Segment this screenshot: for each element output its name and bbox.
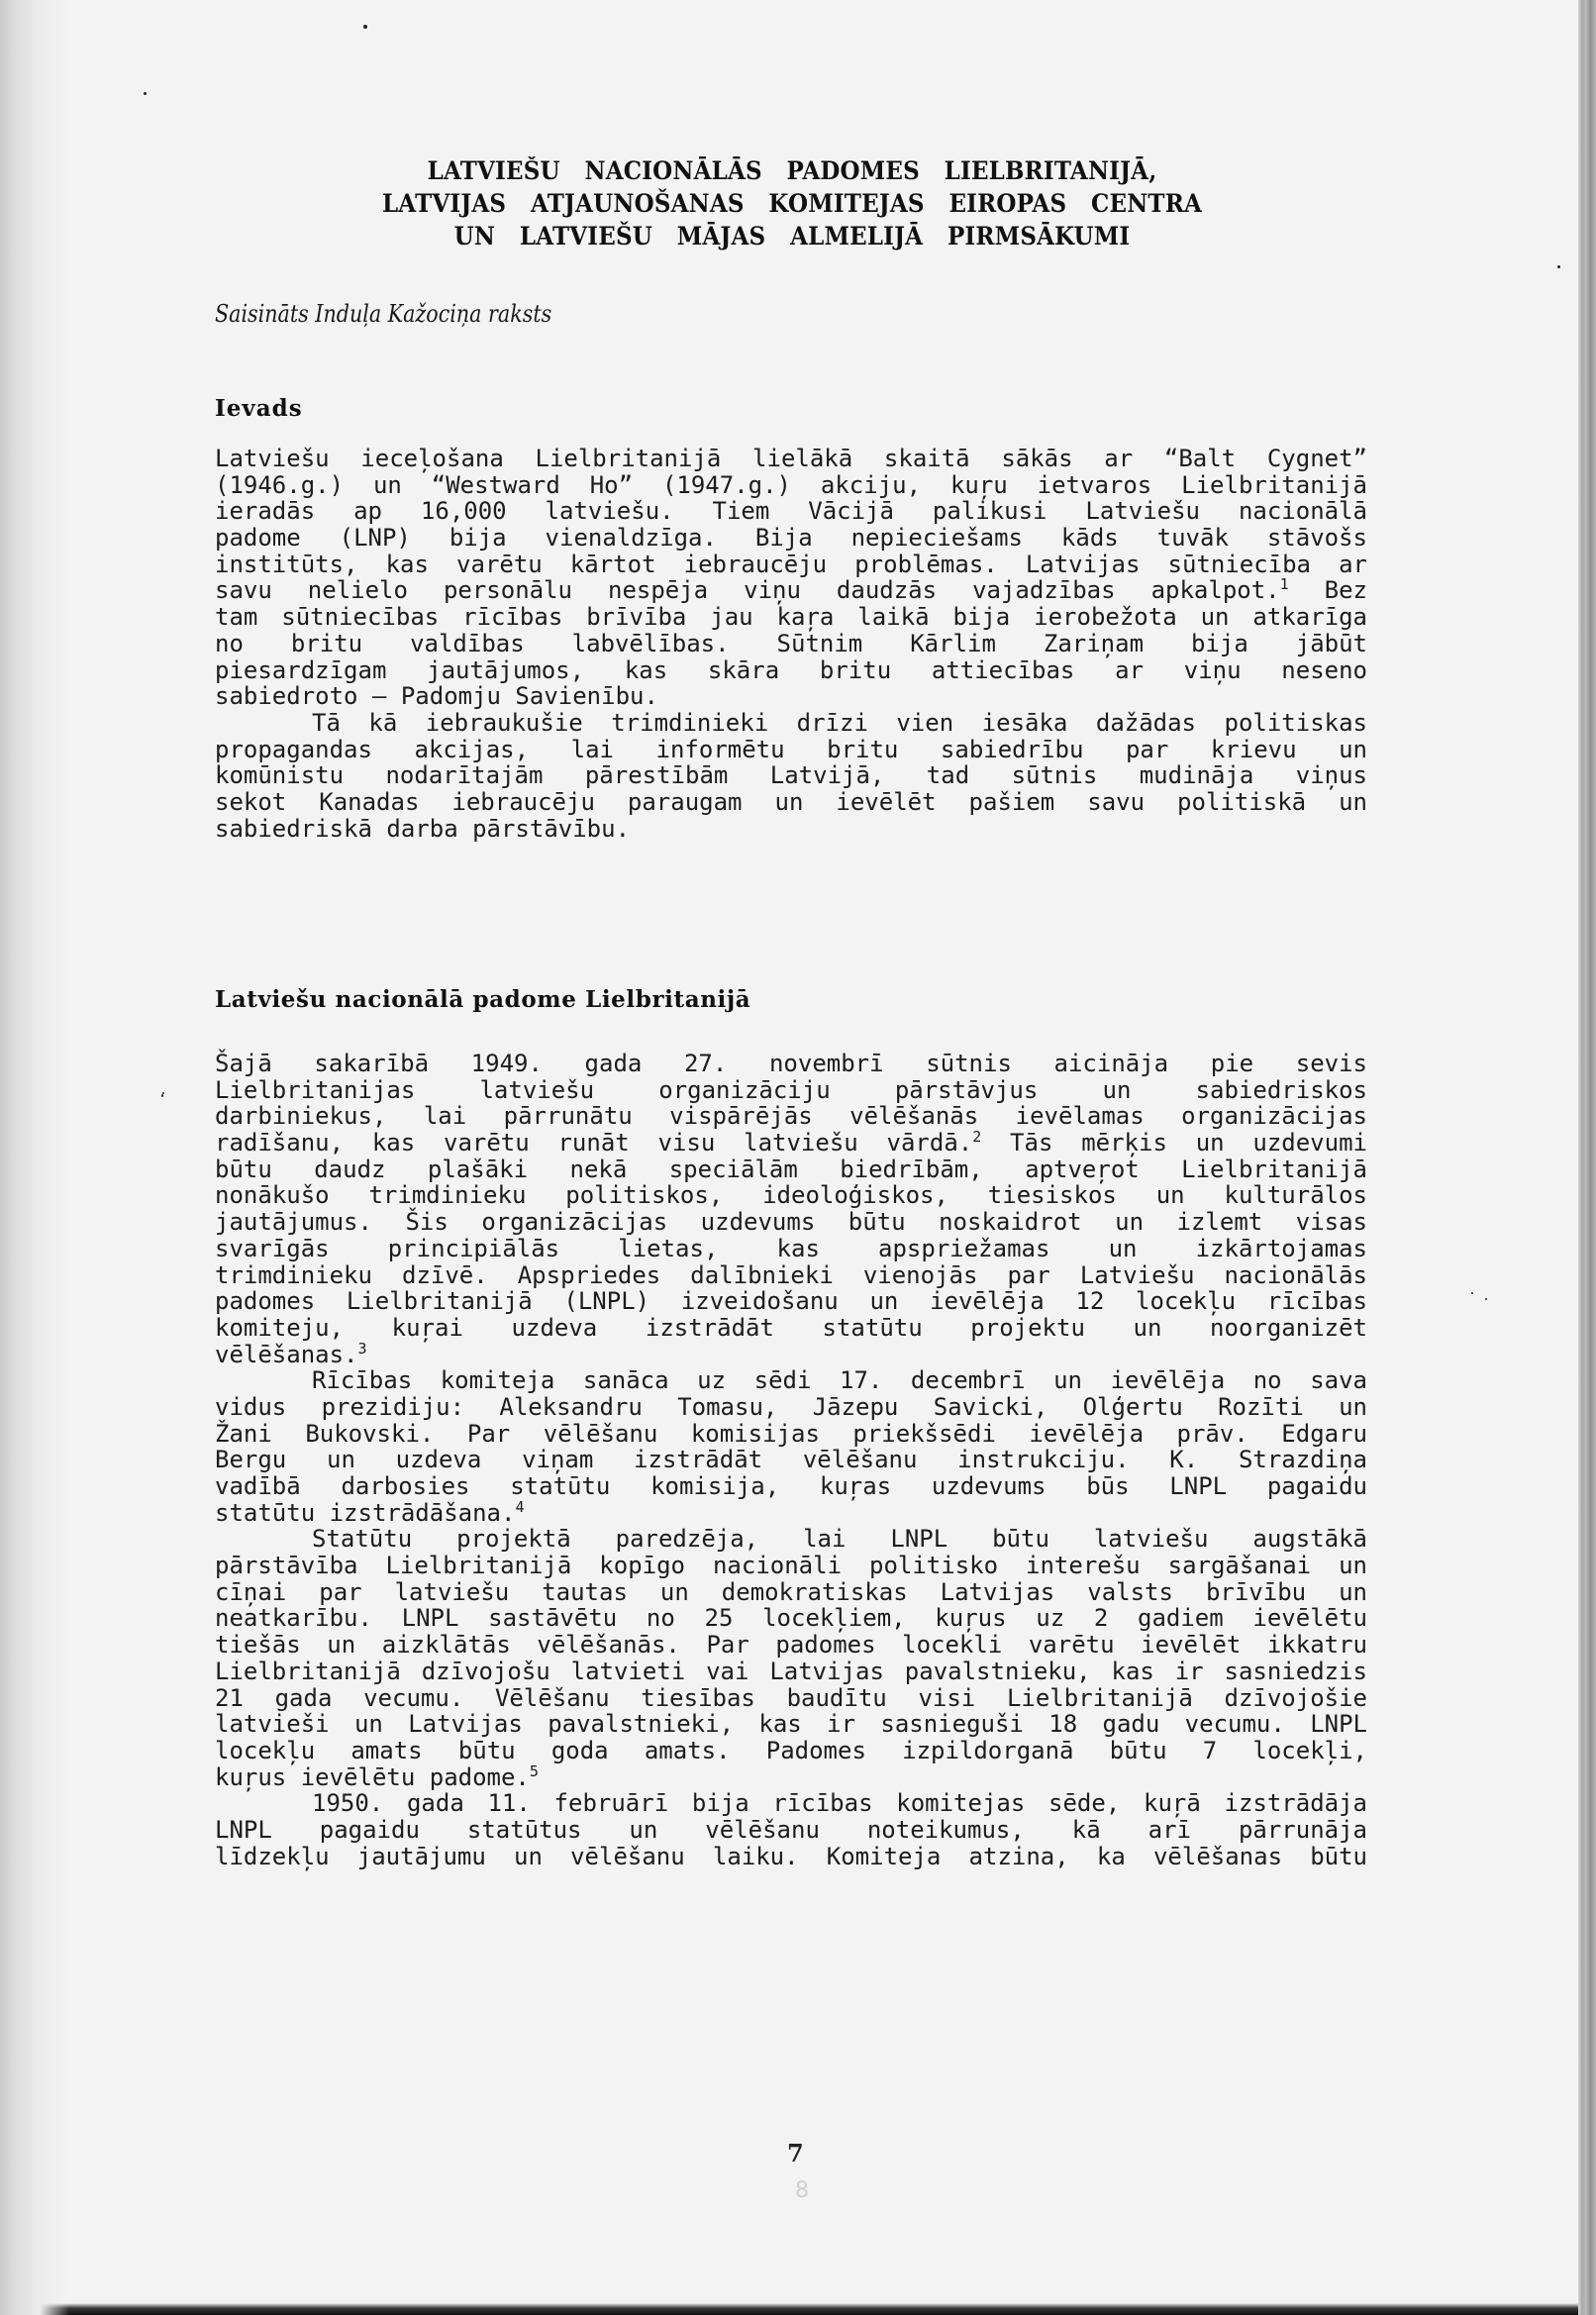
text-line [215, 1051, 1367, 1077]
scan-speck [144, 92, 147, 95]
scan-speck [1557, 265, 1560, 268]
line-text: līdzekļu jautājumu un vēlēšanu laiku. Komiteja atzina, ka vēlēšanas būtu [215, 1842, 1367, 1870]
line-text-continued: Tās mērķis un uzdevumi [981, 1129, 1367, 1158]
footnote-reference: 4 [515, 1497, 525, 1516]
title-line: LATVIEŠU NACIONĀLĀS PADOMES LIELBRITANIJĀ, [427, 156, 1157, 185]
text-line [215, 604, 1367, 631]
line-text: Lielbritanijā dzīvojošu latvieti vai Latvijas pavalstnieku, kas ir sasniedzis [215, 1657, 1367, 1685]
line-text: institūts, kas varētu kārtot iebraucēju problēmas. Latvijas sūtniecība ar [215, 550, 1367, 578]
text-line [215, 762, 1367, 789]
line-text: sekot Kanadas iebraucēju paraugam un ievēlēt pašiem savu politiskā un [215, 787, 1367, 816]
line-text: Latviešu ieceļošana Lielbritanijā lielākā skaitā sākās ar “Balt Cygnet” [215, 445, 1367, 472]
line-text: sabiedriskā darba pārstāvību. [215, 814, 631, 843]
text-line [215, 1473, 1367, 1500]
line-text: kuŗus ievēlētu padome. [215, 1762, 530, 1791]
text-line [215, 1103, 1367, 1130]
line-text: tiešās un aizklātās vēlēšanās. Par padomes locekli varētu ievēlēt ikkatru [215, 1631, 1367, 1660]
line-text: vadībā darbosies statūtu komisija, kuŗas uzdevums būs LNPL pagaidu [215, 1472, 1367, 1500]
text-line [215, 1659, 1367, 1685]
text-line [215, 472, 1367, 499]
line-text: 21 gada vecumu. Vēlēšanu tiesības baudītu visi Lielbritanijā dzīvojošie [215, 1683, 1367, 1712]
text-line [215, 552, 1367, 578]
line-text: padome (LNP) bija vienaldzīga. Bija nepieciešams kāds tuvāk stāvošs [215, 524, 1367, 553]
line-text: savu nelielo personālu nespēja viņu daudzās vajadzības apkalpot. [215, 576, 1280, 605]
scan-speck [1485, 1298, 1487, 1300]
text-line [215, 657, 1367, 684]
title-line: UN LATVIEŠU MĀJAS ALMELIJĀ PIRMSĀKUMI [453, 222, 1131, 251]
line-text: LNPL pagaidu statūtus un vēlēšanu noteikumus, kā arī pārrunāja [215, 1815, 1367, 1844]
footnote-reference: 2 [972, 1128, 982, 1147]
line-text-continued: Bez [1288, 576, 1368, 605]
line-text: padomes Lielbritanijā (LNPL) izveidošanu un ievēlēja 12 locekļu rīcības [215, 1287, 1367, 1316]
text-line [215, 1685, 1367, 1712]
line-text: ieradās ap 16,000 latviešu. Tiem Vācijā palikusi Latviešu nacionālā [215, 497, 1367, 526]
text-line [215, 710, 1367, 737]
line-text: pārstāvība Lielbritanijā kopīgo nacionāli politisko interešu sargāšanai un [215, 1552, 1367, 1580]
text-line [215, 1130, 1367, 1157]
scan-speck [363, 25, 367, 29]
line-text: Lielbritanijas latviešu organizāciju pārstāvjus un sabiedriskos [215, 1075, 1367, 1104]
text-line [215, 1632, 1367, 1659]
line-text: vidus prezidiju: Aleksandru Tomasu, Jāzepu Savicki, Olģertu Rozīti un [215, 1392, 1367, 1421]
line-text: (1946.g.) un “Westward Ho” (1947.g.) akciju, kuŗu ietvaros Lielbritanijā [215, 470, 1367, 499]
text-line [215, 1339, 1367, 1368]
text-line [215, 789, 1367, 816]
line-text: trimdinieku dzīvē. Apspriedes dalībnieki vienojās par Latviešu nacionālās [215, 1260, 1367, 1289]
text-line [215, 1553, 1367, 1579]
byline: Saisināts Induļa Kažociņa raksts [215, 300, 552, 328]
section-body-lnpl [215, 1051, 1367, 1869]
line-text: vēlēšanas. [215, 1340, 358, 1368]
line-text: Statūtu projektā paredzēja, lai LNPL būtu latviešu augstākā [312, 1525, 1367, 1554]
text-line [215, 1447, 1367, 1473]
text-line [215, 737, 1367, 763]
text-line [215, 816, 1367, 843]
text-line [215, 631, 1367, 657]
line-text: latvieši un Latvijas pavalstnieki, kas ir sasnieguši 18 gadu vecumu. LNPL [215, 1710, 1367, 1739]
line-text: svarīgās principiālās lietas, kas apspriežamas un izkārtojamas [215, 1234, 1367, 1262]
text-line [215, 1236, 1367, 1262]
scan-speck [161, 1094, 163, 1097]
text-line [215, 1761, 1367, 1791]
line-text: komiteju, kuŗai uzdeva izstrādāt statūtu projektu un noorganizēt [215, 1313, 1367, 1342]
text-line [215, 446, 1367, 472]
line-text: 1950. gada 11. februārī bija rīcības komitejas sēde, kuŗā izstrādāja [312, 1789, 1367, 1818]
footnote-reference: 1 [1279, 575, 1289, 594]
text-line [215, 1315, 1367, 1342]
text-line [215, 1209, 1367, 1236]
text-line [215, 1817, 1367, 1844]
line-text: neatkarību. LNPL sastāvētu no 25 locekļiem, kuŗus uz 2 gadiem ievēlētu [215, 1604, 1367, 1633]
text-line [215, 1790, 1367, 1817]
text-line [215, 1497, 1367, 1527]
text-line [215, 1288, 1367, 1315]
text-line [215, 1077, 1367, 1104]
line-text: komūnistu nodarītajām pārestībām Latvijā, tad sūtnis mudināja viņus [215, 761, 1367, 790]
text-line [215, 498, 1367, 525]
text-line [215, 1738, 1367, 1764]
line-text: darbiniekus, lai pārrunātu vispārējās vēlēšanās ievēlamas organizācijas [215, 1102, 1367, 1131]
text-line [215, 1157, 1367, 1183]
line-text: būtu daudz plašāki nekā speciālām biedrībām, aptveŗot Lielbritanijā [215, 1155, 1367, 1183]
text-line [215, 683, 1367, 710]
section-heading-lnpl: Latviešu nacionālā padome Lielbritanijā [215, 986, 751, 1013]
scan-speck [1471, 1292, 1473, 1294]
line-text: cīņai par latviešu tautas un demokratiskas Latvijas valsts brīvību un [215, 1577, 1367, 1606]
section-heading-intro: Ievads [215, 395, 303, 422]
text-line [215, 1711, 1367, 1738]
title-line: LATVIJAS ATJAUNOŠANAS KOMITEJAS EIROPAS CENTRA [381, 189, 1203, 218]
footnote-reference: 5 [529, 1761, 539, 1780]
line-text: sabiedroto – Padomju Savienību. [215, 682, 658, 711]
line-text: tam sūtniecības rīcības brīvība jau kaŗa laikā bija ierobežota un atkarīga [215, 603, 1367, 632]
line-text: Šajā sakarībā 1949. gada 27. novembrī sūtnis aicināja pie sevis [215, 1050, 1367, 1077]
text-line [215, 577, 1367, 604]
line-text: propagandas akcijas, lai informētu britu sabiedrību par krievu un [215, 735, 1367, 763]
line-text: piesardzīgam jautājumos, kas skāra britu attiecības ar viņu neseno [215, 655, 1367, 684]
line-text: jautājumus. Šis organizācijas uzdevums būtu noskaidrot un izlemt visas [215, 1208, 1367, 1237]
text-line [215, 1526, 1367, 1553]
footnote-reference: 3 [357, 1339, 367, 1358]
text-line [215, 525, 1367, 552]
line-text: no britu valdības labvēlības. Sūtnim Kārlim Zariņam bija jābūt [215, 629, 1367, 657]
text-line [215, 1394, 1367, 1421]
line-text: Rīcības komiteja sanāca uz sēdi 17. decembrī un ievēlēja no sava [312, 1366, 1367, 1395]
section-body-intro [215, 446, 1367, 842]
text-line [215, 1367, 1367, 1394]
article-title [250, 154, 1335, 252]
text-line [215, 1262, 1367, 1289]
line-text: Žani Bukovski. Par vēlēšanu komisijas priekšsēdi ievēlēja prāv. Edgaru [215, 1419, 1367, 1448]
page-edge-shadow [1578, 0, 1596, 2315]
text-line [215, 1182, 1367, 1209]
page-number: 7 [787, 2139, 804, 2167]
line-text: radīšanu, kas varētu runāt visu latviešu vārdā. [215, 1129, 973, 1158]
line-text: Tā kā iebraukušie trimdinieki drīzi vien iesāka dažādas politiskas [312, 708, 1367, 737]
text-line [215, 1421, 1367, 1448]
line-text: nonākušo trimdinieku politiskos, ideoloģiskos, tiesiskos un kulturālos [215, 1181, 1367, 1210]
text-line [215, 1605, 1367, 1632]
text-line [215, 1844, 1367, 1870]
bleed-through-page-number: 8 [795, 2178, 809, 2203]
line-text: Bergu un uzdeva viņam izstrādāt vēlēšanu instrukciju. K. Strazdiņa [215, 1446, 1367, 1474]
text-line [215, 1579, 1367, 1606]
line-text: statūtu izstrādāšana. [215, 1498, 516, 1527]
line-text: locekļu amats būtu goda amats. Padomes izpildorganā būtu 7 locekļi, [215, 1736, 1367, 1764]
